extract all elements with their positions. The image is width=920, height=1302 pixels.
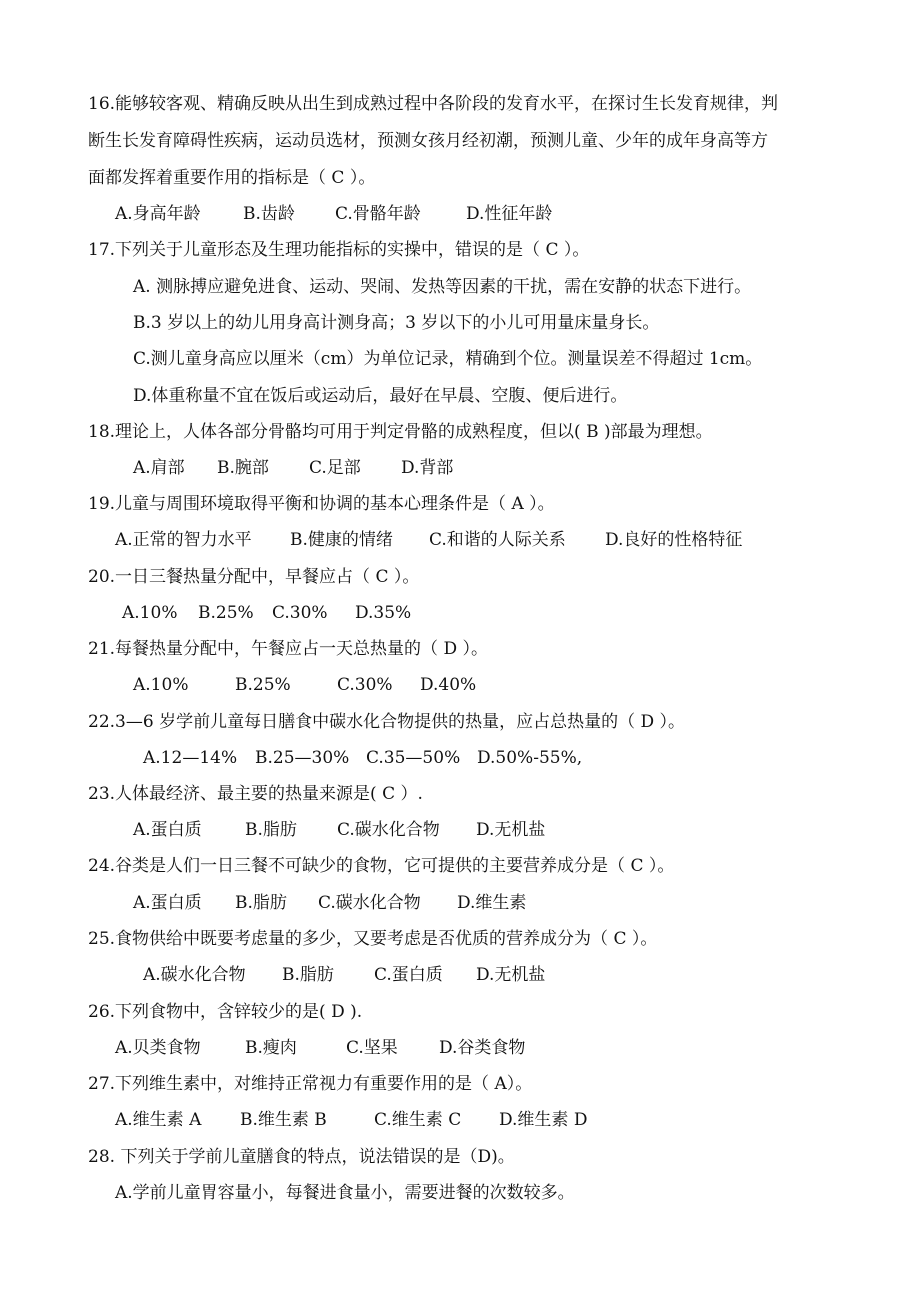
question-26-stem: 26.下列食物中，含锌较少的是( D ). <box>88 1002 363 1022</box>
question-24-stem: 24.谷类是人们一日三餐不可缺少的食物，它可提供的主要营养成分是（ C ）。 <box>88 856 675 876</box>
question-28-stem: 28. 下列关于学前儿童膳食的特点，说法错误的是（D)。 <box>88 1147 515 1167</box>
question-19-option-b: B.健康的情绪 <box>290 530 393 550</box>
question-25-option-c: C.蛋白质 <box>374 965 443 985</box>
question-21-option-c: C.30% <box>337 675 393 695</box>
question-23-option-c: C.碳水化合物 <box>337 820 440 840</box>
question-20-option-a: A.10% <box>122 603 178 623</box>
question-24-option-d: D.维生素 <box>457 893 527 913</box>
question-23-option-a: A.蛋白质 <box>133 820 202 840</box>
question-23-stem: 23.人体最经济、最主要的热量来源是( C ）. <box>88 784 423 804</box>
question-16-stem-line-2: 断生长发育障碍性疾病，运动员选材，预测女孩月经初潮，预测儿童、少年的成年身高等方 <box>88 131 768 151</box>
question-19-stem: 19.儿童与周围环境取得平衡和协调的基本心理条件是（ A ）。 <box>88 494 555 514</box>
question-22-option-b: B.25—30% <box>255 748 350 768</box>
question-18-option-b: B.腕部 <box>217 458 269 478</box>
question-22-option-d: D.50%-55%, <box>477 748 583 768</box>
question-20-option-d: D.35% <box>355 603 412 623</box>
question-24-option-b: B.脂肪 <box>235 893 287 913</box>
question-21-option-b: B.25% <box>235 675 291 695</box>
question-21-option-d: D.40% <box>420 675 477 695</box>
question-17-stem: 17.下列关于儿童形态及生理功能指标的实操中，错误的是（ C ）。 <box>88 240 590 260</box>
question-27-option-a: A.维生素 A <box>115 1110 202 1130</box>
question-25-option-d: D.无机盐 <box>476 965 546 985</box>
question-17-option-b: B.3 岁以上的幼儿用身高计测身高；3 岁以下的小儿可用量床量身长。 <box>133 313 660 333</box>
question-26-option-c: C.坚果 <box>346 1038 398 1058</box>
question-16-stem-line-3: 面都发挥着重要作用的指标是（ C ）。 <box>88 168 376 188</box>
question-17-option-c: C.测儿童身高应以厘米（cm）为单位记录，精确到个位。测量误差不得超过 1cm。 <box>133 349 763 369</box>
question-19-option-a: A.正常的智力水平 <box>115 530 252 550</box>
question-23-option-b: B.脂肪 <box>245 820 297 840</box>
question-25-option-a: A.碳水化合物 <box>143 965 246 985</box>
question-16-stem-line-1: 16.能够较客观、精确反映从出生到成熟过程中各阶段的发育水平，在探讨生长发育规律，判 <box>88 94 779 114</box>
question-25-option-b: B.脂肪 <box>282 965 334 985</box>
question-20-stem: 20.一日三餐热量分配中，早餐应占（ C ）。 <box>88 567 420 587</box>
question-16-option-c: C.骨骼年龄 <box>335 204 421 224</box>
question-22-option-c: C.35—50% <box>366 748 461 768</box>
question-21-option-a: A.10% <box>133 675 189 695</box>
question-27-option-b: B.维生素 B <box>240 1110 327 1130</box>
question-26-option-b: B.瘦肉 <box>245 1038 297 1058</box>
question-17-option-d: D.体重称量不宜在饭后或运动后，最好在早晨、空腹、便后进行。 <box>133 386 628 406</box>
question-20-option-c: C.30% <box>272 603 328 623</box>
question-28-option-a: A.学前儿童胃容量小，每餐进食量小，需要进餐的次数较多。 <box>115 1183 575 1203</box>
question-21-stem: 21.每餐热量分配中，午餐应占一天总热量的（ D ）。 <box>88 639 488 659</box>
question-22-stem: 22.3—6 岁学前儿童每日膳食中碳水化合物提供的热量，应占总热量的（ D ）。 <box>88 712 686 732</box>
question-20-option-b: B.25% <box>198 603 254 623</box>
question-16-option-d: D.性征年龄 <box>466 204 553 224</box>
question-27-option-c: C.维生素 C <box>374 1110 462 1130</box>
question-19-option-c: C.和谐的人际关系 <box>429 530 566 550</box>
question-16-option-b: B.齿龄 <box>243 204 295 224</box>
question-26-option-a: A.贝类食物 <box>115 1038 201 1058</box>
question-24-option-a: A.蛋白质 <box>133 893 202 913</box>
question-18-stem: 18.理论上，人体各部分骨骼均可用于判定骨骼的成熟程度，但以( B )部最为理想。 <box>88 422 713 442</box>
question-23-option-d: D.无机盐 <box>476 820 546 840</box>
question-18-option-d: D.背部 <box>401 458 454 478</box>
question-17-option-a: A. 测脉搏应避免进食、运动、哭闹、发热等因素的干扰，需在安静的状态下进行。 <box>133 277 752 297</box>
question-25-stem: 25.食物供给中既要考虑量的多少，又要考虑是否优质的营养成分为（ C ）。 <box>88 929 658 949</box>
question-16-option-a: A.身高年龄 <box>115 204 201 224</box>
question-26-option-d: D.谷类食物 <box>439 1038 526 1058</box>
question-27-option-d: D.维生素 D <box>499 1110 588 1130</box>
question-18-option-a: A.肩部 <box>133 458 185 478</box>
question-22-option-a: A.12—14% <box>143 748 238 768</box>
question-19-option-d: D.良好的性格特征 <box>605 530 743 550</box>
question-27-stem: 27.下列维生素中，对维持正常视力有重要作用的是（ A）。 <box>88 1074 533 1094</box>
question-24-option-c: C.碳水化合物 <box>318 893 421 913</box>
question-18-option-c: C.足部 <box>309 458 361 478</box>
